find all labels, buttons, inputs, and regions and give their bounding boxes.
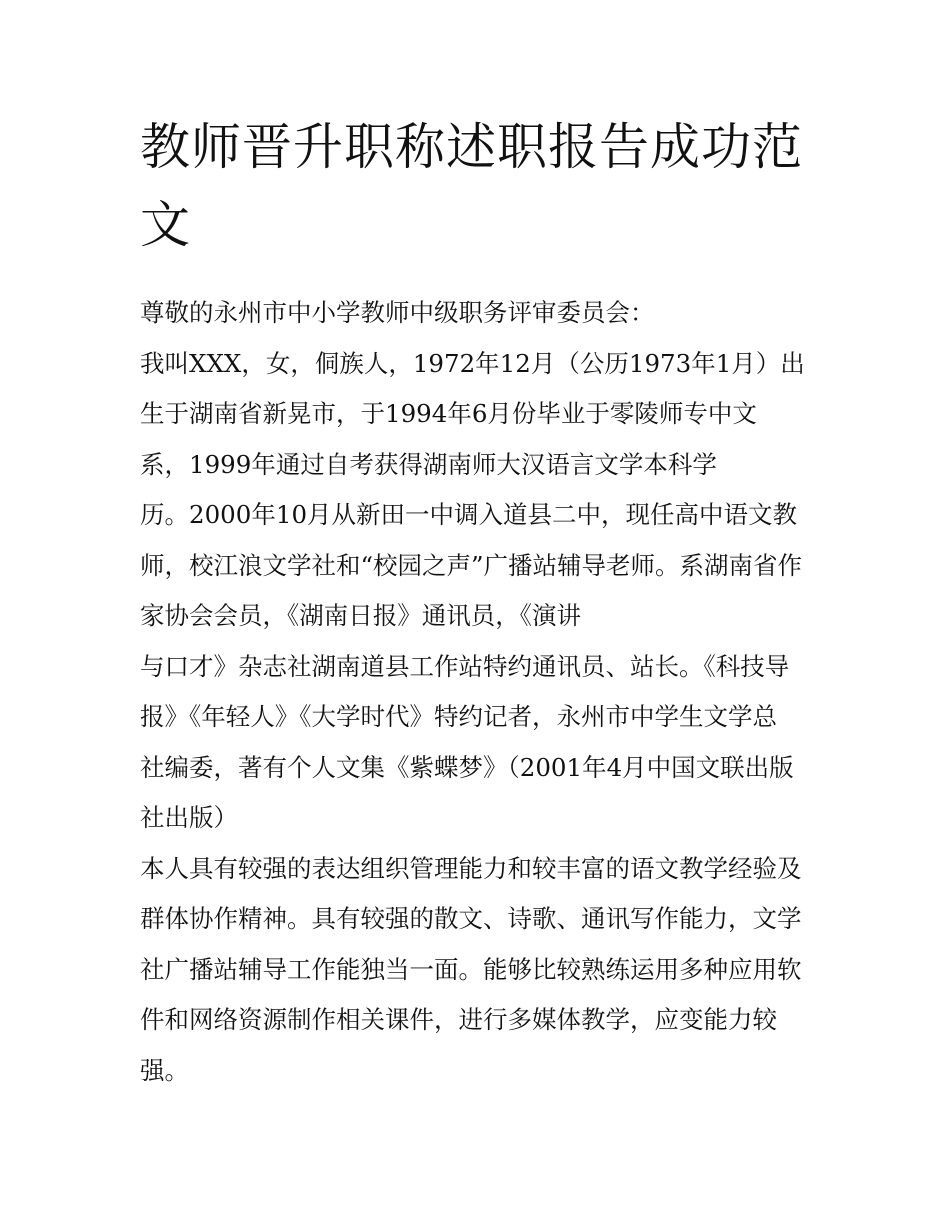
title-line: 文 <box>140 196 191 254</box>
title-line: 教师晋升职称述职报告成功范 <box>140 118 803 176</box>
text-line: 报》《年轻人》《大学时代》特约记者，永州市中学生文学总 <box>140 702 777 731</box>
salutation-line: 尊敬的永州市中小学教师中级职务评审委员会： <box>140 298 655 327</box>
text-line: 社出版） <box>140 803 238 832</box>
text-line: 与口才》杂志社湖南道县工作站特约通讯员、站长。《科技导 <box>140 651 790 681</box>
text-line: 社编委，著有个人文集《紫蝶梦》（2001年4月中国文联出版 <box>140 752 794 782</box>
text-line: 师，校江浪文学社和“校园之声”广播站辅导老师。系湖南省作 <box>140 550 803 580</box>
document-content <box>140 108 820 1096</box>
text-line: 系，1999年通过自考获得湖南师大汉语言文学本科学 <box>140 449 717 479</box>
text-line: 历。2000年10月从新田一中调入道县二中，现任高中语文教 <box>140 500 798 529</box>
text-line: 群体协作精神。具有较强的散文、诗歌、通讯写作能力，文学 <box>140 904 802 933</box>
document-body <box>140 288 820 1096</box>
text-line: 强。 <box>140 1055 189 1085</box>
document-title <box>140 108 820 264</box>
text-line: 我叫XXX，女，侗族人，1972年12月（公历1973年1月）出 <box>140 348 805 378</box>
text-line: 生于湖南省新晃市，于1994年6月份毕业于零陵师专中文 <box>140 399 757 428</box>
text-line: 社广播站辅导工作能独当一面。能够比较熟练运用多种应用软 <box>140 954 802 984</box>
text-line: 本人具有较强的表达组织管理能力和较丰富的语文教学经验及 <box>140 853 802 883</box>
text-line: 件和网络资源制作相关课件，进行多媒体教学，应变能力较 <box>140 1005 777 1034</box>
text-line: 家协会会员，《湖南日报》通讯员，《演讲 <box>140 601 581 630</box>
